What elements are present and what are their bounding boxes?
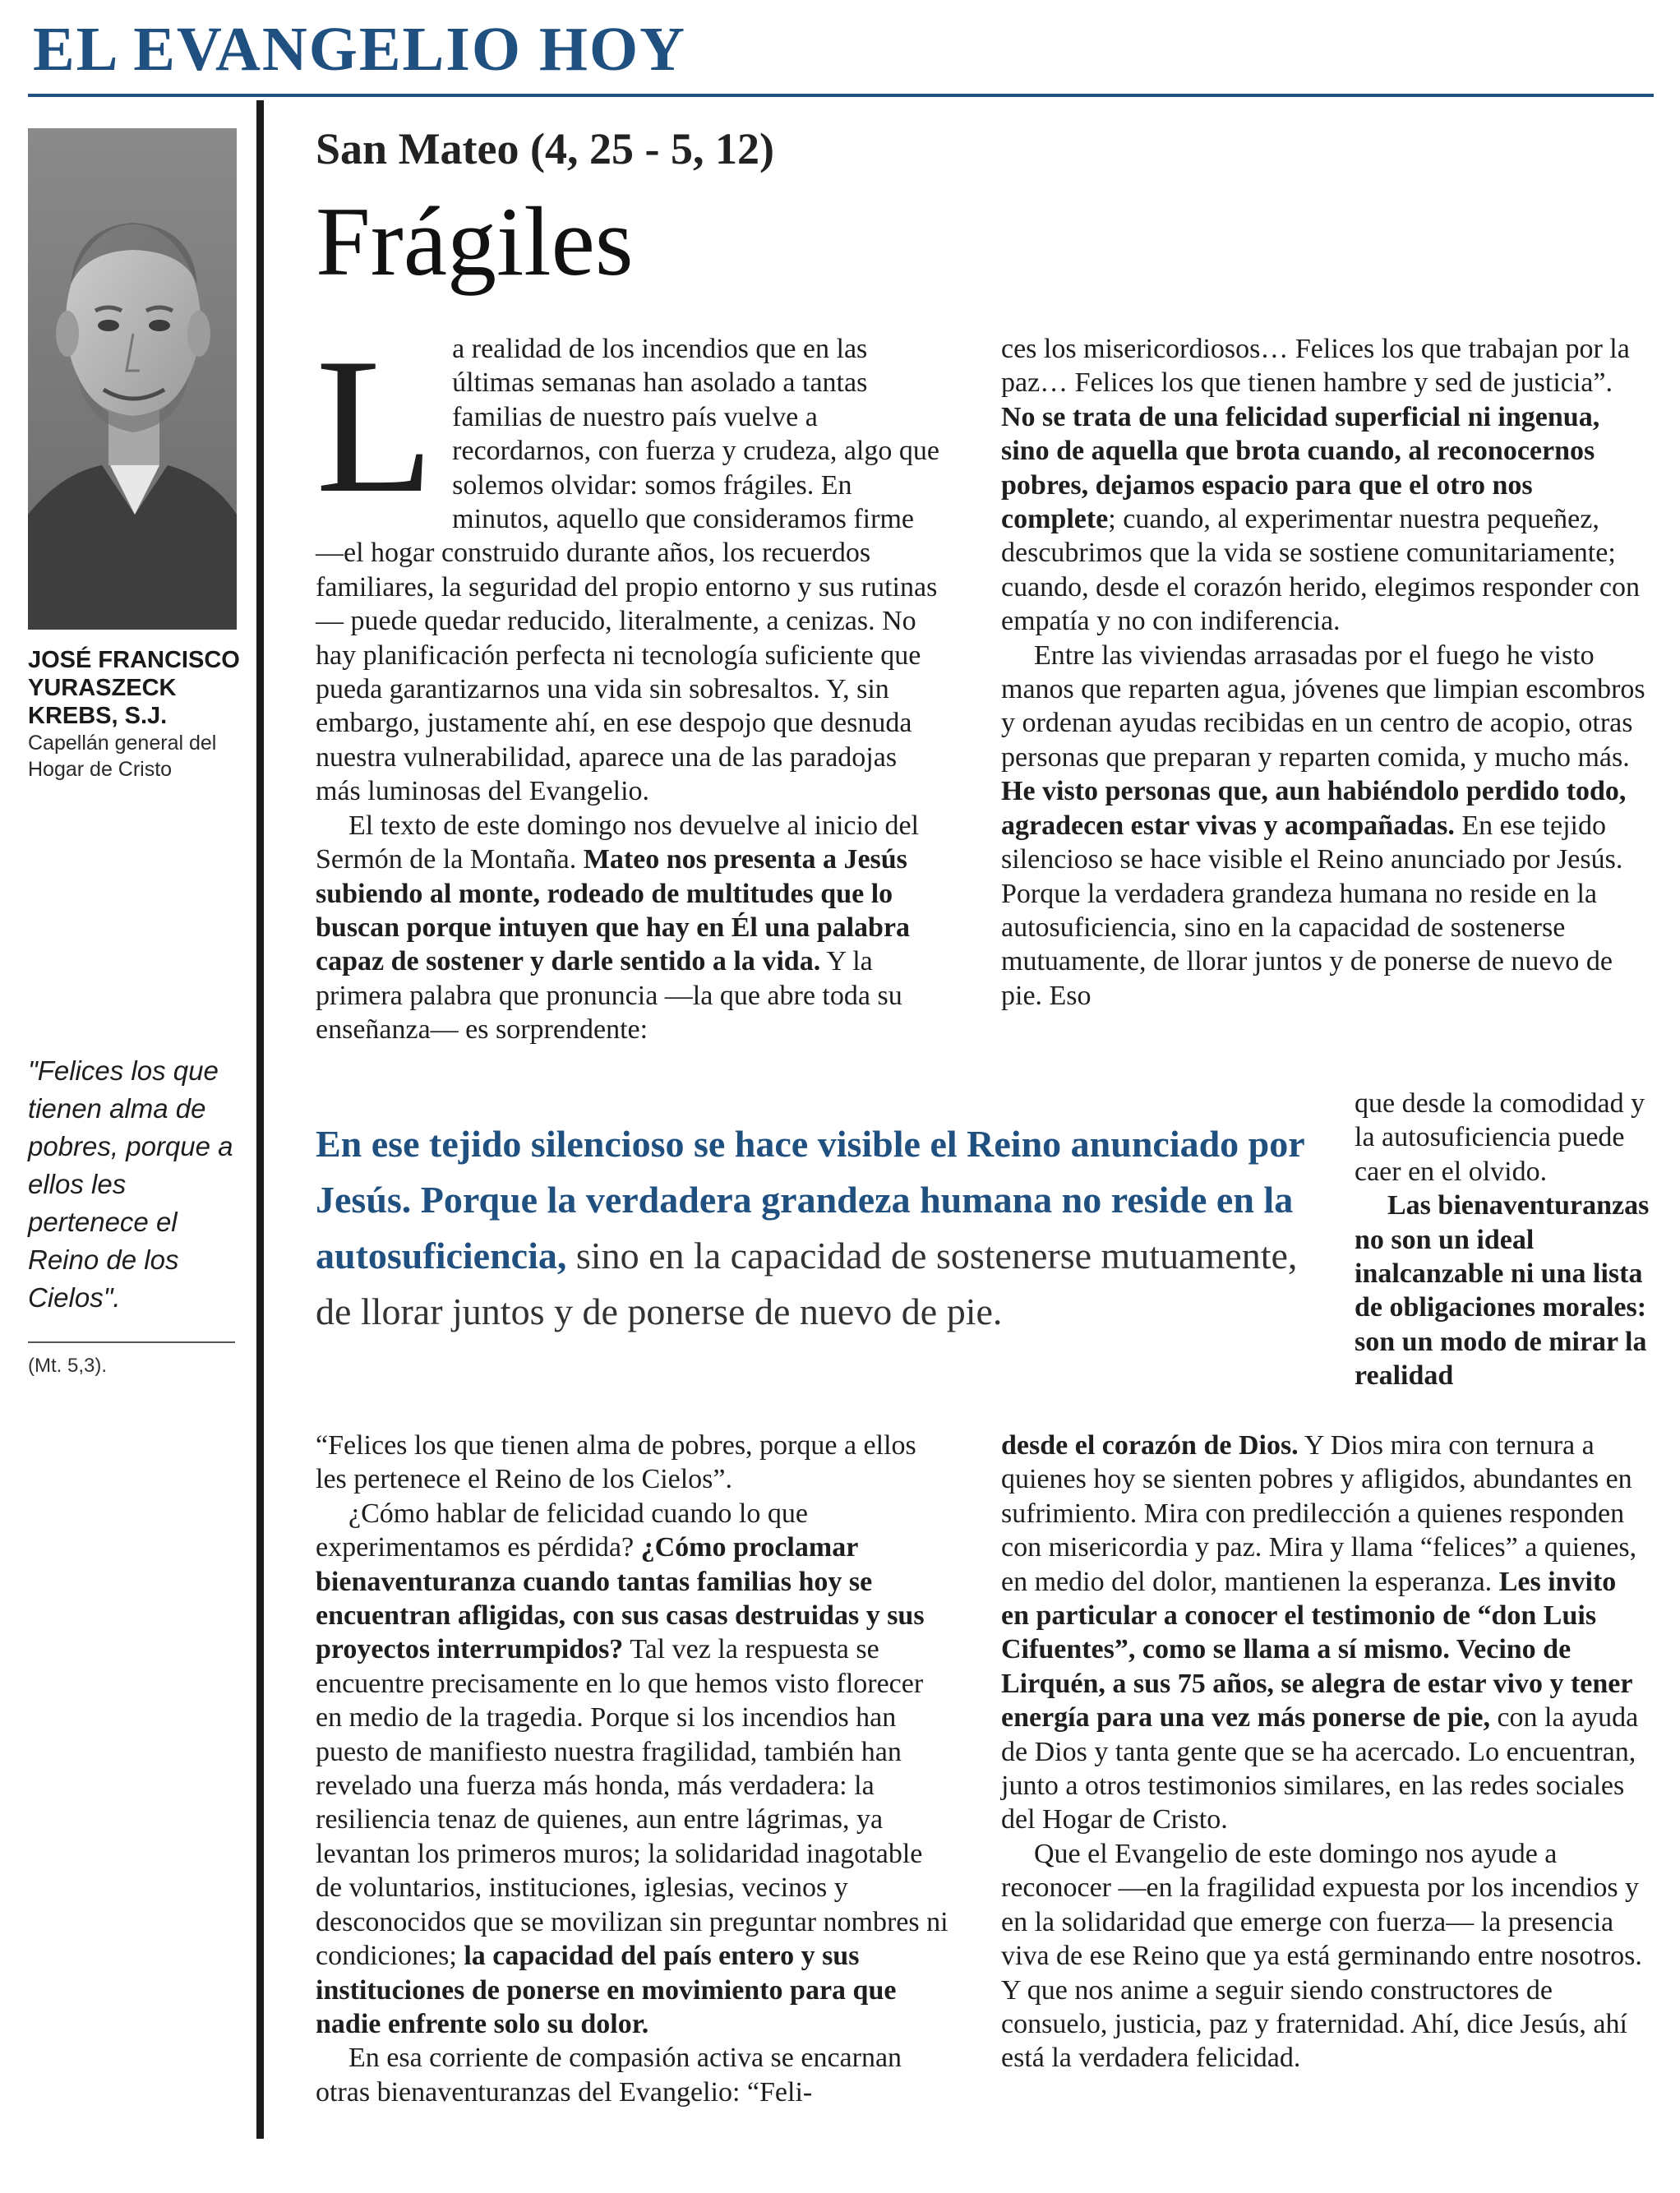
pull-quote-rest: sino en la capacidad de sostenerse mutuamente, de llorar juntos y de ponerse de nuevo de pie.	[316, 1235, 1298, 1332]
paragraph: En esa corriente de compasión activa se encarnan otras bienaventuranzas del Evangelio: “Feli-	[316, 2043, 902, 2108]
paragraph-quote: “Felices los que tienen alma de pobres, porque a ellos les pertenece el Reino de los Cielos”.	[316, 1430, 916, 1495]
author-photo	[28, 128, 237, 630]
pull-quote	[316, 1116, 1335, 1340]
paragraph: ¿Cómo hablar de felicidad cuando lo que experimentamos es pérdida? ¿Cómo proclamar bienaventuranza cuando tantas familias hoy se encuentran afligidas, con sus casas destruidas y sus proyectos interrumpidos? Tal vez la respuesta se encuentre precisamente en lo que hemos visto florecer en medio de la tragedia. Porque si los incendios han puesto de manifiesto nuestra fragilidad, también han revelado una fuerza más honda, más verdadera: la resiliencia tenaz de quienes, aun entre lágrimas, ya levantan los primeros muros; la solidaridad inagotable de voluntarios, instituciones, iglesias, vecinos y desconocidos que se movilizan sin preguntar nombres ni condiciones; la capacidad del país entero y sus instituciones de ponerse en movimiento para que nadie enfrente solo su dolor.	[316, 1498, 948, 2039]
paragraph: Que el Evangelio de este domingo nos ayude a reconocer —en la fragilidad expuesta por los incendios y en la solidaridad que emerge con fuerza— la presencia viva de ese Reino que ya está germinando entre nosotros. Y que nos anime a seguir siendo constructores de consuelo, justicia, paz y fraternidad. Ahí, dice Jesús, ahí está la verdadera felicidad.	[1001, 1838, 1642, 2074]
paragraph: La realidad de los incendios que en las últimas semanas han asolado a tantas familias de nuestro país vuelve a recordarnos, con fuerza y crudeza, algo que solemos olvidar: somos frágiles. En minutos, aquello que consideramos firme —el hogar construido durante años, los recuerdos familiares, la seguridad del propio entorno y sus rutinas— puede quedar reducido, literalmente, a cenizas. No hay planificación perfecta ni tecnología suficiente que pueda garantizarnos una vida sin sobresaltos. Y, sin embargo, justamente ahí, en ese despojo que desnuda nuestra vulnerabilidad, aparece una de las paradojas más luminosas del Evangelio.	[316, 319, 939, 807]
paragraph-bold: Las bienaventuranzas no son un ideal inalcanzable ni una lista de obligaciones morales: son un modo de mirar la realidad	[1355, 1190, 1650, 1392]
section-title: EL EVANGELIO HOY	[33, 15, 687, 84]
column-2-narrow	[1355, 1087, 1650, 1393]
title-rule	[28, 94, 1654, 97]
column-2-top	[1001, 332, 1650, 1013]
drop-cap: L	[316, 319, 435, 533]
sidebar-divider	[28, 1341, 235, 1343]
article-kicker: San Mateo (4, 25 - 5, 12)	[316, 124, 774, 173]
pull-quote-highlight: En ese tejido silencioso se hace visible el Reino anunciado por Jesús. Porque la verdadera grandeza humana no reside en la autosuficiencia,	[316, 1123, 1304, 1277]
paragraph: El texto de este domingo nos devuelve al inicio del Sermón de la Montaña. Mateo nos presenta a Jesús subiendo al monte, rodeado de multitudes que lo buscan porque intuyen que hay en Él una palabra capaz de sostener y darle sentido a la vida. Y la primera palabra que pronuncia —la que abre toda su enseñanza— es sorprendente:	[316, 810, 919, 1046]
column-2-bottom	[1001, 1429, 1650, 2075]
author-role: Capellán general del Hogar de Cristo	[28, 732, 217, 781]
author-portrait-image	[28, 128, 237, 630]
sidebar-quote: "Felices los que tienen alma de pobres, porque a ellos les pertenece el Reino de los Cielos".	[28, 1055, 233, 1313]
column-divider	[256, 100, 264, 2139]
sidebar-quote-reference: (Mt. 5,3).	[28, 1355, 108, 1377]
article-headline: Frágiles	[316, 187, 634, 296]
paragraph: Entre las viviendas arrasadas por el fuego he visto manos que reparten agua, jóvenes que limpian escombros y ordenan ayudas recibidas en un centro de acopio, otras personas que preparan y reparten comida, y mucho más. He visto personas que, aun habiéndolo perdido todo, agradecen estar vivas y acompañadas. En ese tejido silencioso se hace visible el Reino anunciado por Jesús. Porque la verdadera grandeza humana no reside en la autosuficiencia, sino en la capacidad de sostenerse mutuamente, de llorar juntos y de ponerse de nuevo de pie. Eso	[1001, 639, 1645, 1011]
paragraph: desde el corazón de Dios. Y Dios mira con ternura a quienes hoy se sienten pobres y afligidos, abundantes en sufrimiento. Mira con predilección a quienes responden con misericordia y paz. Mira y llama “felices” a quienes, en medio del dolor, mantienen la esperanza. Les invito en particular a conocer el testimonio de “don Luis Cifuentes”, como se llama a sí mismo. Vecino de Lirquén, a sus 75 años, se alegra de estar vivo y tener energía para una vez más ponerse de pie, con la ayuda de Dios y tanta gente que se ha acercado. Lo encuentran, junto a otros testimonios similares, en las redes sociales del Hogar de Cristo.	[1001, 1430, 1639, 1835]
column-1-top	[316, 319, 948, 1047]
author-name: JOSÉ FRANCISCO YURASZECK KREBS, S.J.	[28, 647, 240, 729]
paragraph: que desde la comodidad y la autosuficiencia puede caer en el olvido.	[1355, 1088, 1645, 1187]
paragraph: ces los misericordiosos… Felices los que trabajan por la paz… Felices los que tienen hambre y sed de justicia”. No se trata de una felicidad superficial ni ingenua, sino de aquella que brota cuando, al reconocernos pobres, dejamos espacio para que el otro nos complete; cuando, al experimentar nuestra pequeñez, descubrimos que la vida se sostiene comunitariamente; cuando, desde el corazón herido, elegimos responder con empatía y no con indiferencia.	[1001, 334, 1640, 637]
column-1-bottom	[316, 1429, 948, 2109]
